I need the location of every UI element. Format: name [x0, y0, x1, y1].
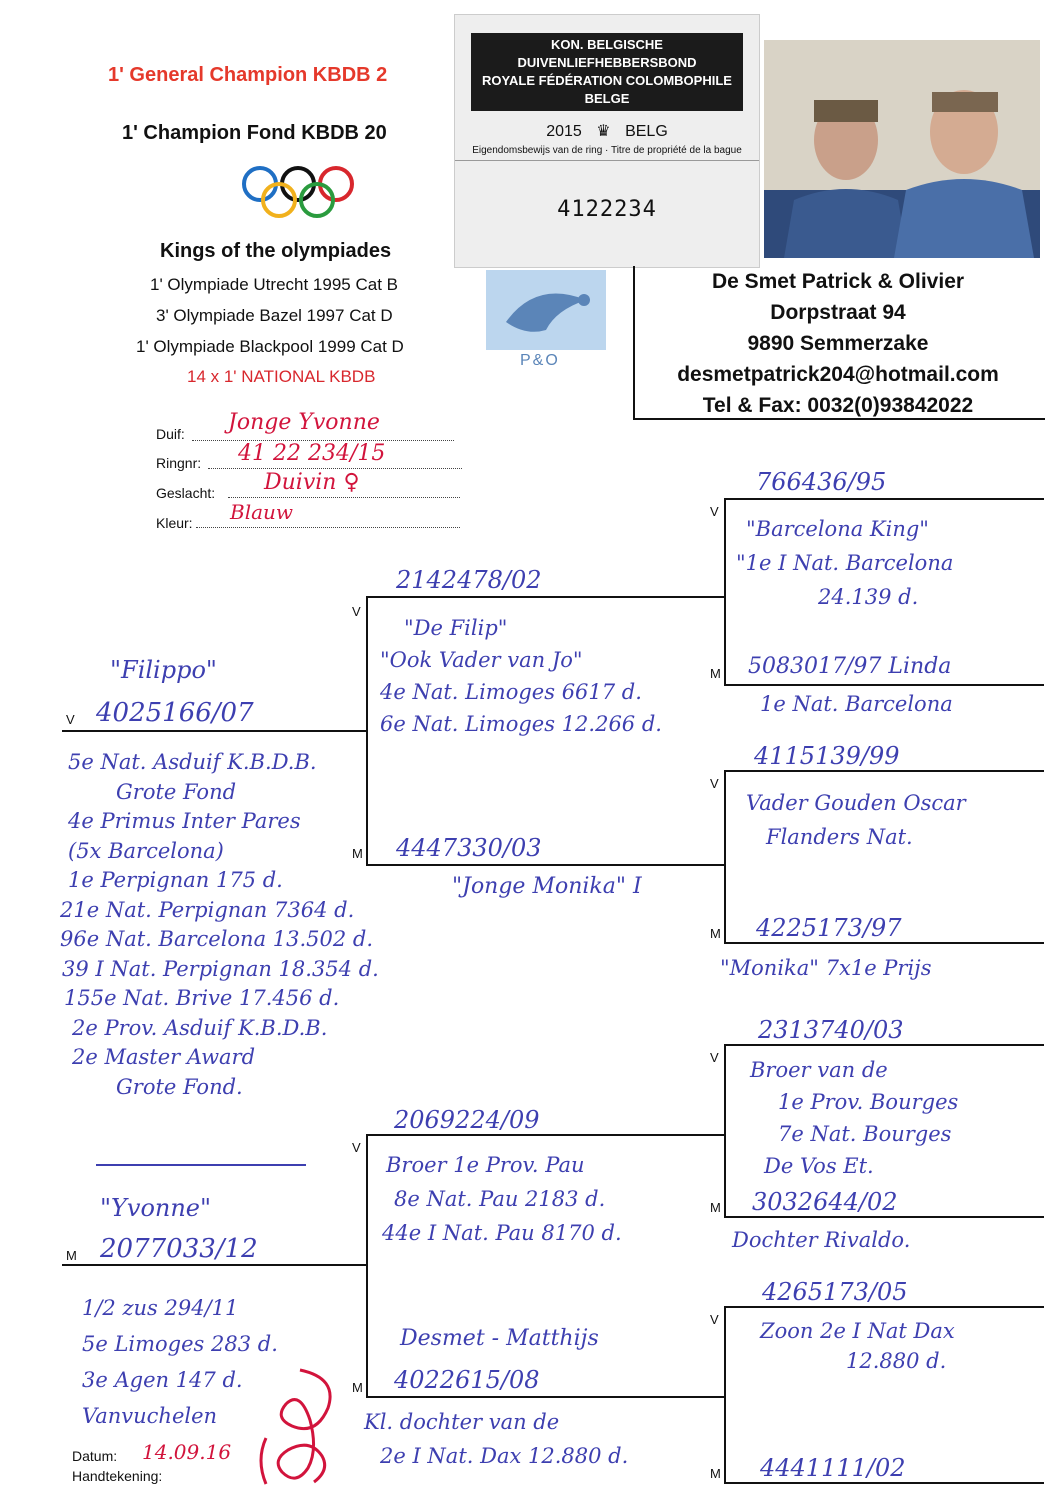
- pigeon-logo-icon: [486, 270, 606, 350]
- ssd-ring: 5083017/97 Linda: [748, 654, 952, 679]
- marker-ds: V: [352, 1140, 361, 1155]
- dss-note: De Vos Et.: [764, 1154, 874, 1178]
- sire-note: 155e Nat. Brive 17.456 d.: [64, 986, 340, 1010]
- marker-sss: V: [710, 504, 719, 519]
- line-sire: [62, 730, 368, 732]
- dss-note: 7e Nat. Bourges: [778, 1122, 952, 1146]
- sire-note: Grote Fond.: [116, 1074, 243, 1099]
- marker-dsd: M: [710, 1200, 721, 1215]
- sds-notes: [746, 786, 966, 854]
- ring-card-subtitle: Eigendomsbewijs van de ring · Titre de propriété de la bague: [455, 145, 759, 161]
- sds-note: Vader Gouden Oscar: [746, 791, 966, 815]
- olympiade-2: 3' Olympiade Bazel 1997 Cat D: [156, 306, 393, 325]
- ring-card-country: BELG: [625, 123, 668, 140]
- sire-note: 2e Master Award: [72, 1045, 256, 1069]
- dsd-note: Dochter Rivaldo.: [732, 1228, 911, 1252]
- sire-note: Grote Fond: [116, 779, 237, 804]
- marker-sds: V: [710, 776, 719, 791]
- sd-note: "Jonge Monika" I: [452, 874, 642, 899]
- dam-ring: 2077033/12: [100, 1234, 258, 1264]
- sss-ring: 766436/95: [756, 468, 887, 496]
- sd-ring: 4447330/03: [396, 834, 542, 862]
- ss-ring: 2142478/02: [396, 566, 542, 594]
- bracket-ds-vertical: [724, 1044, 726, 1218]
- bracket-dam-vertical: [366, 1134, 368, 1398]
- marker-sire: V: [66, 712, 75, 727]
- marker-dds: V: [710, 1312, 719, 1327]
- line-ss: [366, 596, 724, 598]
- sire-ring: 4025166/07: [96, 698, 254, 728]
- ring-card-line1: KON. BELGISCHE DUIVENLIEFHEBBERSBOND: [517, 37, 697, 70]
- title-general-champion: 1' General Champion KBDB 2: [108, 64, 388, 86]
- marker-ddd: M: [710, 1466, 721, 1481]
- marker-dd: M: [352, 1380, 363, 1395]
- dsd-ring: 3032644/02: [752, 1188, 898, 1216]
- dd-note: Desmet - Matthijs: [400, 1326, 599, 1351]
- line-dam: [62, 1264, 368, 1266]
- contact-street: Dorpstraat 94: [770, 301, 906, 324]
- ring-card-year: 2015: [546, 123, 582, 140]
- line-sdd: [724, 942, 1044, 944]
- sire-notes: [60, 748, 379, 1102]
- dss-note: 1e Prov. Bourges: [778, 1090, 959, 1114]
- sire-name: "Filippo": [110, 656, 217, 684]
- sire-note: 96e Nat. Barcelona 13.502 d.: [60, 927, 374, 951]
- ss-notes: [380, 612, 662, 740]
- marker-ss: V: [352, 604, 361, 619]
- ring-card-banner: [471, 33, 743, 111]
- ringnr-dots: [208, 468, 462, 469]
- dss-note: Broer van de: [750, 1058, 888, 1082]
- line-dd: [366, 1396, 724, 1398]
- sire-note: 21e Nat. Perpignan 7364 d.: [60, 897, 355, 922]
- sds-ring: 4115139/99: [754, 742, 900, 770]
- dam-name: "Yvonne": [100, 1194, 212, 1222]
- sds-note: Flanders Nat.: [766, 825, 913, 849]
- kleur-label: Kleur:: [156, 515, 193, 531]
- ring-card-number: 4122234: [557, 197, 657, 222]
- ds-notes: [382, 1148, 622, 1250]
- ds-note: Broer 1e Prov. Pau: [386, 1153, 585, 1177]
- datum-label: Datum:: [72, 1448, 118, 1464]
- ring-card: [454, 14, 760, 268]
- ds-note: 8e Nat. Pau 2183 d.: [394, 1187, 606, 1211]
- ddd-ring: 4441111/02: [760, 1454, 906, 1482]
- line-dds: [724, 1306, 1044, 1308]
- dd-note: 2e I Nat. Dax 12.880 d.: [380, 1444, 629, 1468]
- marker-sdd: M: [710, 926, 721, 941]
- line-dss: [724, 1044, 1044, 1046]
- dds-ring: 4265173/05: [762, 1278, 908, 1306]
- datum-value: 14.09.16: [142, 1440, 232, 1464]
- bracket-sd-vertical: [724, 770, 726, 944]
- ds-ring: 2069224/09: [394, 1106, 540, 1134]
- sire-note: 1e Perpignan 175 d.: [68, 868, 283, 892]
- dam-note: 3e Agen 147 d.: [82, 1368, 243, 1392]
- sss-note: "Barcelona King": [746, 517, 929, 541]
- line-dsd: [724, 1216, 1044, 1218]
- kleur-value: Blauw: [230, 500, 294, 524]
- contact-city: 9890 Semmerzake: [747, 332, 929, 355]
- geslacht-dots: [228, 497, 460, 498]
- ss-note: 6e Nat. Limoges 12.266 d.: [380, 712, 662, 736]
- line-sd: [366, 864, 724, 866]
- contact-block: [633, 266, 1043, 421]
- national-wins: 14 x 1' NATIONAL KBDB: [187, 367, 376, 386]
- ss-note: "De Filip": [404, 616, 508, 640]
- dam-note: 1/2 zus 294/11: [82, 1296, 239, 1320]
- ringnr-label: Ringnr:: [156, 455, 202, 471]
- sss-notes: [736, 512, 953, 614]
- dds-note: 12.880 d.: [846, 1349, 947, 1373]
- duif-value: Jonge Yvonne: [228, 410, 380, 435]
- ss-note: 4e Nat. Limoges 6617 d.: [380, 680, 642, 704]
- ds-note: 44e I Nat. Pau 8170 d.: [382, 1221, 622, 1245]
- marker-ssd: M: [710, 666, 721, 681]
- owners-photo: [764, 40, 1040, 258]
- contact-name: De Smet Patrick & Olivier: [711, 270, 965, 293]
- line-sds: [724, 770, 1044, 772]
- dd-note: Kl. dochter van de: [364, 1410, 560, 1434]
- signature-icon: [252, 1364, 352, 1490]
- olympiade-1: 1' Olympiade Utrecht 1995 Cat B: [150, 275, 398, 294]
- sdd-ring: 4225173/97: [756, 914, 902, 942]
- line-ds: [366, 1134, 724, 1136]
- marker-dss: V: [710, 1050, 719, 1065]
- dam-note: Vanvuchelen: [82, 1404, 218, 1428]
- bracket-dd-vertical: [724, 1306, 726, 1484]
- marker-dam: M: [66, 1248, 77, 1263]
- sss-note: "1e I Nat. Barcelona: [736, 551, 954, 575]
- contact-phone: Tel & Fax: 0032(0)93842022: [702, 394, 974, 417]
- dam-note: 5e Limoges 283 d.: [82, 1332, 278, 1356]
- dds-notes: [760, 1316, 955, 1376]
- sire-note: 39 I Nat. Perpignan 18.354 d.: [62, 956, 379, 981]
- sire-notes-underline: [96, 1164, 306, 1166]
- kings-heading: Kings of the olympiades: [160, 240, 392, 262]
- sire-note: 4e Primus Inter Pares: [68, 809, 301, 833]
- ring-card-line2: ROYALE FÉDÉRATION COLOMBOPHILE BELGE: [482, 73, 732, 106]
- ring-card-year-row: [455, 121, 759, 141]
- handtekening-label: Handtekening:: [72, 1468, 163, 1484]
- ssd-note: 1e Nat. Barcelona: [760, 692, 953, 716]
- ss-note: "Ook Vader van Jo": [380, 648, 583, 672]
- sss-note: 24.139 d.: [818, 585, 919, 609]
- line-sss: [724, 498, 1044, 500]
- geslacht-label: Geslacht:: [156, 485, 216, 501]
- sdd-note: "Monika" 7x1e Prijs: [720, 956, 932, 980]
- logo-caption: P&O: [520, 352, 560, 369]
- olympiade-3: 1' Olympiade Blackpool 1999 Cat D: [136, 337, 404, 356]
- marker-sd: M: [352, 846, 363, 861]
- dss-ring: 2313740/03: [758, 1016, 904, 1044]
- dss-notes: [750, 1054, 958, 1182]
- sire-note: 2e Prov. Asduif K.B.D.B.: [72, 1015, 328, 1040]
- kleur-dots: [196, 527, 460, 528]
- dd-ring: 4022615/08: [394, 1366, 540, 1394]
- sire-note: 5e Nat. Asduif K.B.D.B.: [68, 750, 317, 774]
- crown-icon: ♛: [596, 123, 611, 140]
- contact-email: desmetpatrick204@hotmail.com: [677, 363, 999, 386]
- olympic-rings-icon: [238, 164, 360, 220]
- bracket-ss-vertical: [724, 498, 726, 686]
- dam-notes: [82, 1290, 278, 1434]
- line-ssd: [724, 684, 1044, 686]
- geslacht-value: Duivin ♀: [264, 470, 360, 495]
- title-champion-fond: 1' Champion Fond KBDB 20: [122, 122, 387, 144]
- dds-note: Zoon 2e I Nat Dax: [760, 1319, 955, 1343]
- duif-label: Duif:: [156, 426, 185, 442]
- sire-note: (5x Barcelona): [68, 838, 224, 863]
- line-ddd: [724, 1482, 1044, 1484]
- ringnr-value: 41 22 234/15: [238, 441, 386, 466]
